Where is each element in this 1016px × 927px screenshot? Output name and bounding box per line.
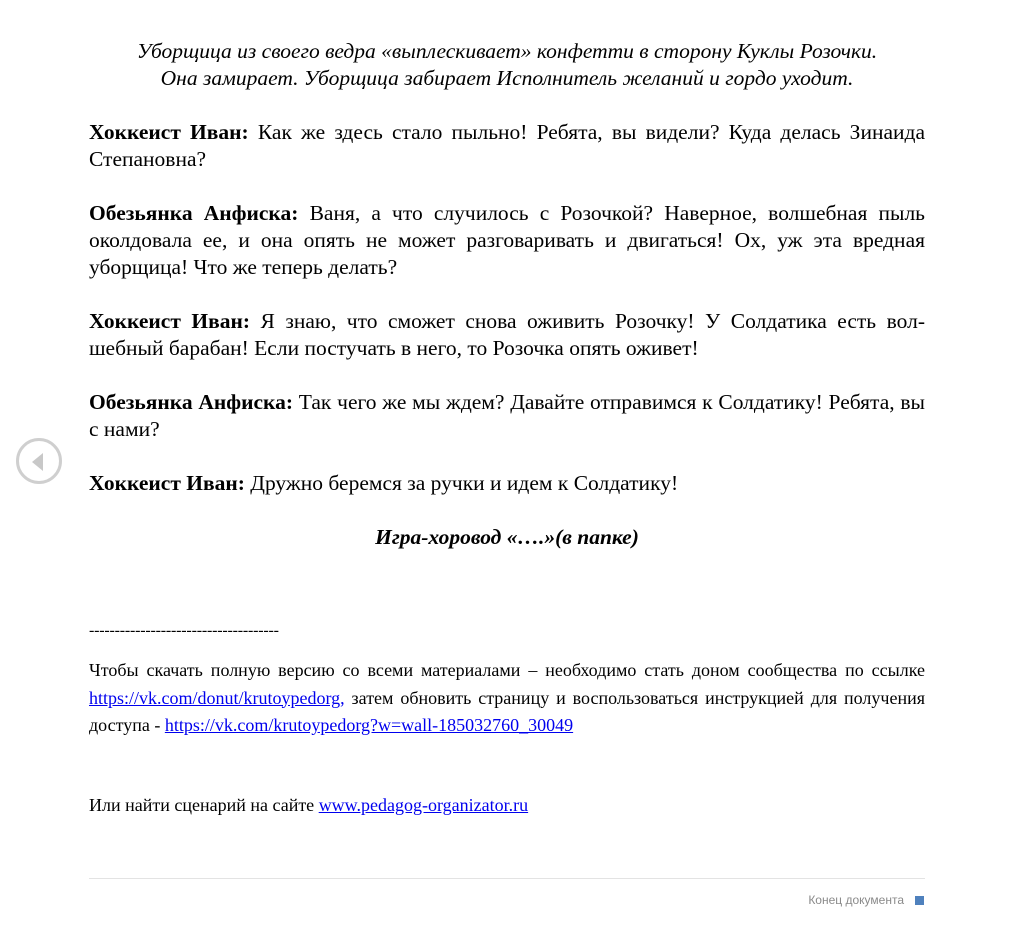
end-of-document-marker: [915, 896, 924, 905]
dialogue-line: [89, 308, 925, 362]
speaker-name: Хоккеист Иван:: [89, 309, 251, 333]
dialogue-text: Я знаю, что сможет снова оживить Розочку! У Солдатика есть волшебный барабан! Если постучать в него, то Розочка опять оживет!: [89, 309, 925, 360]
stage-direction: [89, 38, 925, 92]
speaker-name: Хоккеист Иван:: [89, 120, 249, 144]
site-link[interactable]: www.pedagog-organizator.ru: [318, 795, 529, 815]
footer-divider: [89, 878, 925, 879]
site-info: [89, 792, 528, 819]
previous-page-button[interactable]: [16, 438, 62, 484]
speaker-name: Хоккеист Иван:: [89, 471, 245, 495]
game-title: Игра-хоровод «….»(в папке): [375, 525, 639, 549]
download-info-text: Чтобы скачать полную версию со всеми материалами – необходимо стать доном сообщества по ссылке: [89, 660, 925, 680]
wall-post-link[interactable]: https://vk.com/krutoypedorg?w=wall-185032760_30049: [164, 715, 574, 735]
text-divider: -------------------------------------: [89, 622, 279, 639]
dialogue-line: [89, 119, 925, 173]
dialogue-line: [89, 389, 925, 443]
dialogue-text: Дружно беремся за ручки и идем к Солдатику!: [244, 471, 679, 495]
speaker-name: Обезьянка Анфиска:: [89, 390, 294, 414]
dialogue-text: Ваня, а что случилось с Розочкой? Наверное, волшебная пыль околдовала ее, и она опять не может разговаривать и двигаться! Ох, уж эта вредная уборщица! Что же теперь делать?: [89, 201, 925, 279]
chevron-left-icon: [32, 453, 43, 471]
dialogue-line: [89, 470, 925, 497]
dialogue-text: Как же здесь стало пыльно! Ребята, вы видели? Куда делась Зинаида Степановна?: [89, 120, 925, 171]
speaker-name: Обезьянка Анфиска:: [89, 201, 299, 225]
stage-direction-line-1: Уборщица из своего ведра «выплескивает» конфетти в сторону Куклы Розочки.: [136, 39, 878, 63]
site-info-text: Или найти сценарий на сайте: [89, 795, 319, 815]
donut-link[interactable]: https://vk.com/donut/krutoypedorg,: [89, 687, 345, 708]
stage-direction-line-2: Она замирает. Уборщица забирает Исполнитель желаний и гордо уходит.: [160, 66, 854, 90]
dialogue-text: Так чего же мы ждем? Давайте отправимся к Солдатику! Ребята, вы с нами?: [89, 390, 925, 441]
dialogue-line: [89, 200, 925, 281]
download-info-text-2: затем обновить страницу и воспользоваться инструкцией для получения доступа -: [89, 687, 925, 735]
end-of-document-label: Конец документа: [808, 893, 904, 907]
download-info: [89, 657, 925, 740]
document-page: [89, 0, 925, 815]
